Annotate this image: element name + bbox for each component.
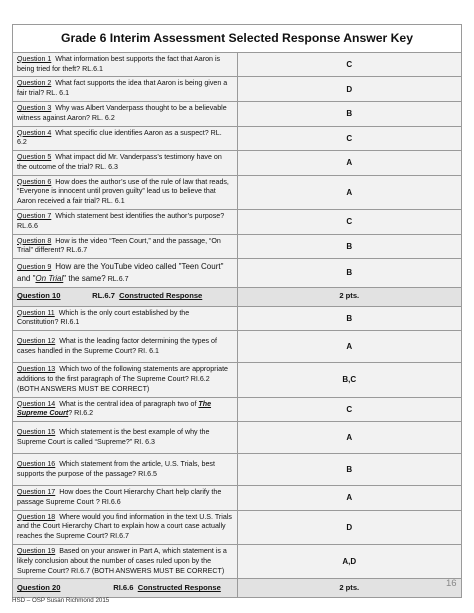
- answer-cell: C: [237, 52, 462, 77]
- question-text-cell: [13, 101, 238, 126]
- answer-cell: A: [237, 331, 462, 363]
- question-text: Which statement from the article, U.S. Trials, best supports the purpose of the passage? RI.6.5: [17, 459, 215, 478]
- question-text-cell: [13, 486, 238, 511]
- answer-cell: B,C: [237, 363, 462, 397]
- question-label: Question 4: [17, 128, 52, 137]
- answer-cell: A: [237, 422, 462, 454]
- page-number: 16: [446, 578, 457, 589]
- question-label: Question 3: [17, 103, 52, 112]
- question-label: Question 6: [17, 177, 52, 186]
- table-row: [13, 101, 462, 126]
- table-row: [13, 126, 462, 151]
- standard-code: RI.6.6: [113, 583, 134, 593]
- question-text: What specific clue identifies Aaron as a suspect? RL. 6.2: [17, 128, 222, 147]
- question-text: Which statement best identifies the author’s purpose? RL.6.6: [17, 211, 225, 230]
- question-label: Question 7: [17, 211, 52, 220]
- answer-key-sheet: [12, 24, 462, 598]
- question-text-end: ? RI.6.2: [68, 409, 94, 418]
- question-label: Question 17: [17, 488, 56, 497]
- question-label: Question 18: [17, 512, 56, 521]
- question-text: Based on your answer in Part A, which statement is a likely conclusion about the number of cases ruled upon by the Supreme Court? RI.6.7 (BOTH ANSWERS MUST BE CORRECT): [17, 547, 227, 575]
- question-text-cell: [13, 259, 238, 288]
- question-label: Question 14: [17, 399, 56, 408]
- table-row: [13, 397, 462, 422]
- question-text-cell: [13, 77, 238, 102]
- question-text: What information best supports the fact that Aaron is being tried for theft? RL.6.1: [17, 54, 221, 73]
- answer-cell: A,D: [237, 545, 462, 579]
- question-label: Question 15: [17, 427, 56, 436]
- question-text-cell: [13, 209, 238, 234]
- question-text-cell: [13, 287, 238, 306]
- question-text-cell: [13, 234, 238, 259]
- answer-cell: B: [237, 234, 462, 259]
- question-text-cell: [13, 363, 238, 397]
- table-row: [13, 151, 462, 176]
- question-text-cell: [13, 579, 238, 598]
- answer-cell: C: [237, 209, 462, 234]
- question-label: Question 8: [17, 236, 52, 245]
- constructed-response-label: Constructed Response: [137, 583, 221, 593]
- table-row: [13, 545, 462, 579]
- question-text: Why was Albert Vanderpass thought to be a believable witness against Aaron? RL. 6.2: [17, 103, 227, 122]
- question-text: Which two of the following statements are appropriate additions to the first paragraph of The Supreme Court? RI.6.2 (BOTH ANSWERS MUST BE CORRECT): [17, 365, 228, 393]
- question-label: Question 10: [17, 291, 61, 301]
- question-label: Question 2: [17, 79, 52, 88]
- answer-cell: D: [237, 510, 462, 544]
- answer-cell: 2 pts.: [237, 579, 462, 598]
- question-text: Which is the only court established by the Constitution? RI.6.1: [17, 308, 190, 327]
- answer-key-table: [12, 24, 462, 598]
- answer-cell: B: [237, 101, 462, 126]
- question-label: Question 11: [17, 308, 55, 317]
- question-text-cell: [13, 510, 238, 544]
- question-text-cell: [13, 306, 238, 331]
- table-row: [13, 422, 462, 454]
- question-label: Question 19: [17, 547, 56, 556]
- question-text-cell: [13, 151, 238, 176]
- question-text: How does the Court Hierarchy Chart help clarify the passage Supreme Court ? RI.6.6: [17, 488, 222, 506]
- table-row: [13, 175, 462, 209]
- table-row: [13, 331, 462, 363]
- table-row: [13, 287, 462, 306]
- answer-cell: A: [237, 486, 462, 511]
- footer-credit: HSD – OSP Susan Richmond 2015: [12, 597, 110, 604]
- answer-cell: D: [237, 77, 462, 102]
- standard-code: RL.6.7: [107, 274, 129, 283]
- table-row: [13, 454, 462, 486]
- table-row: [13, 510, 462, 544]
- question-text: How are the YouTube video called "Teen Court" and ": [17, 262, 224, 283]
- question-text-cell: [13, 331, 238, 363]
- table-row: [13, 363, 462, 397]
- table-row: [13, 306, 462, 331]
- question-text-cell: [13, 454, 238, 486]
- question-label: Question 5: [17, 153, 52, 162]
- question-label: Question 1: [17, 54, 52, 63]
- question-text-cell: [13, 545, 238, 579]
- answer-cell: C: [237, 126, 462, 151]
- answer-cell: 2 pts.: [237, 287, 462, 306]
- question-text-cell: [13, 126, 238, 151]
- question-text: How does the author’s use of the rule of law that reads, “Everyone is innocent until proven guilty” lead us to believe that Aaron received a fair trial? RL. 6.1: [17, 177, 229, 206]
- answer-cell: B: [237, 306, 462, 331]
- question-label: Question 13: [17, 365, 56, 374]
- question-text: What fact supports the idea that Aaron is being given a fair trial? RL. 6.1: [17, 79, 228, 98]
- question-text-end: " the same?: [63, 273, 106, 283]
- table-row: [13, 234, 462, 259]
- question-text-cell: [13, 52, 238, 77]
- question-text-cell: [13, 397, 238, 422]
- question-label: Question 9: [17, 263, 52, 272]
- constructed-response-label: Constructed Response: [119, 291, 203, 301]
- table-row: [13, 259, 462, 288]
- answer-cell: B: [237, 259, 462, 288]
- question-text: What is the central idea of paragraph two of: [59, 399, 199, 408]
- answer-cell: C: [237, 397, 462, 422]
- answer-cell: A: [237, 151, 462, 176]
- answer-cell: A: [237, 175, 462, 209]
- question-text: Which statement is the best example of why the Supreme Court is called “Supreme?” RI. 6.3: [17, 427, 210, 446]
- question-label: Question 12: [17, 336, 56, 345]
- answer-cell: B: [237, 454, 462, 486]
- question-label: Question 16: [17, 459, 56, 468]
- passage-title: The Supreme Court: [17, 399, 212, 418]
- question-text: Where would you find information in the text U.S. Trials and the Court Hierarchy Chart to explain how a court case actually reaches the Supreme Court? RI.6.7: [17, 512, 232, 541]
- passage-title: On Trial: [35, 273, 64, 283]
- table-row: [13, 52, 462, 77]
- question-label: Question 20: [17, 583, 61, 593]
- question-text: What impact did Mr. Vanderpass’s testimony have on the outcome of the trial? RL. 6.3: [17, 153, 222, 171]
- table-row: [13, 579, 462, 598]
- question-text: How is the video “Teen Court,” and the passage, “On Trial” different? RL.6.7: [17, 236, 221, 255]
- standard-code: RL.6.7: [92, 291, 115, 301]
- question-text-cell: [13, 175, 238, 209]
- question-text: What is the leading factor determining the types of cases handled in the Supreme Court? RI. 6.1: [17, 336, 217, 355]
- table-row: [13, 77, 462, 102]
- question-text-cell: [13, 422, 238, 454]
- table-row: [13, 209, 462, 234]
- table-row: [13, 486, 462, 511]
- page-title: Grade 6 Interim Assessment Selected Response Answer Key: [13, 25, 462, 53]
